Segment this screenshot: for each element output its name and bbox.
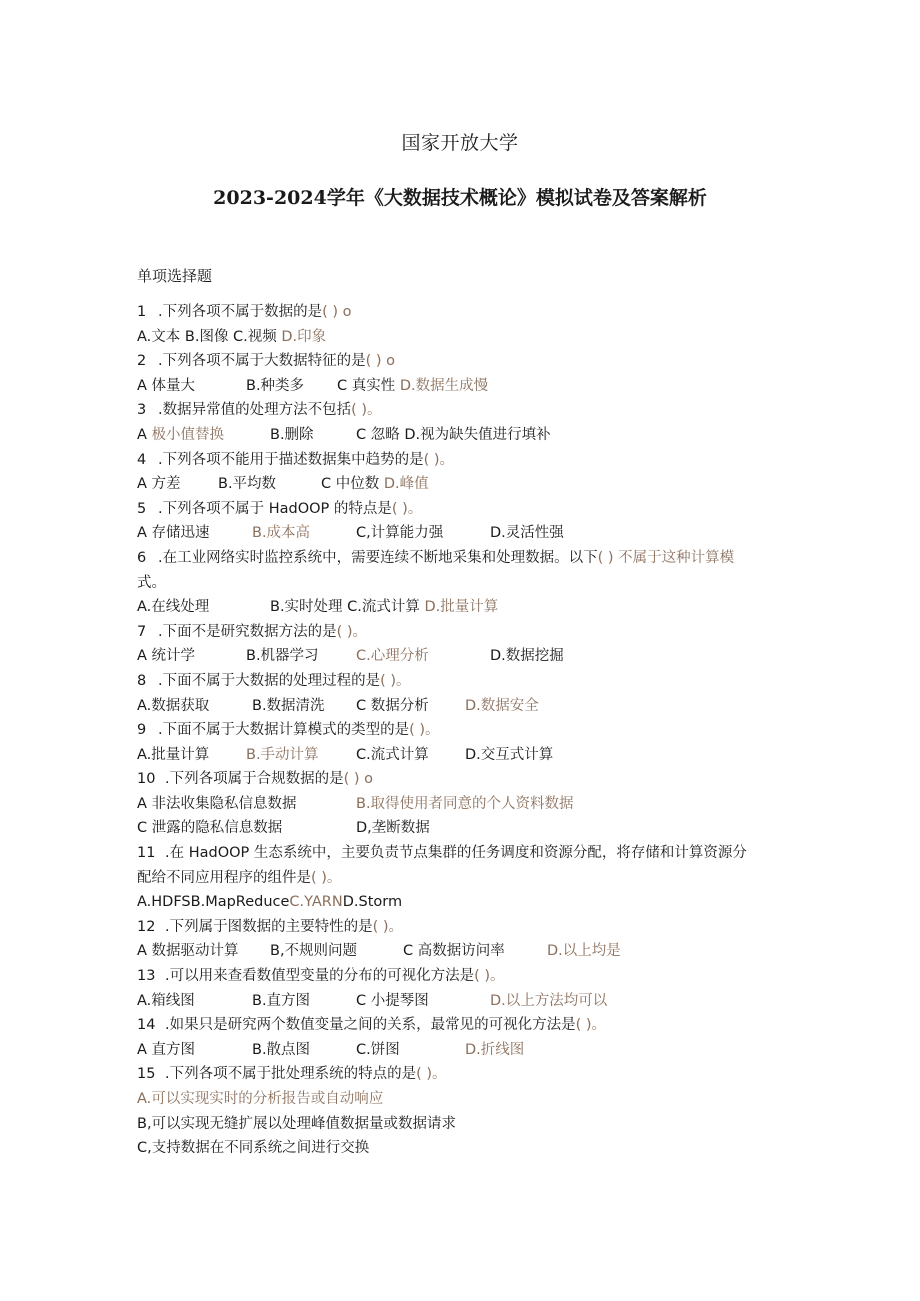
question-options — [137, 644, 787, 669]
option-answer: D.数据生成慢 — [399, 377, 489, 394]
option-d: D.以上方法均可以 — [490, 992, 608, 1009]
question-stem — [137, 300, 787, 325]
option-c: C 中位数 D.峰值 — [321, 476, 429, 493]
answer-blank: ( )。 — [351, 402, 382, 419]
question-stem — [137, 620, 787, 645]
option-d: D,垄断数据 — [356, 820, 430, 837]
option-c: C,支持数据在不同系统之间进行交换 — [137, 1140, 370, 1157]
option-d: D.以上均是 — [547, 943, 621, 960]
answer-blank: ( )。 — [575, 1017, 607, 1034]
option-b: B.散点图 — [252, 1041, 311, 1058]
question-stem-continued: 配给不同应用程序的组件是( )。 — [137, 869, 342, 886]
question-stem — [137, 841, 787, 866]
question-text: .下列各项属于合规数据的是 — [165, 771, 344, 788]
answer-blank: ( )。 — [380, 672, 411, 689]
option-a: A.在线处理 — [137, 599, 210, 616]
answer-blank: ( )。 — [372, 918, 404, 935]
option-answer: D.批量计算 — [424, 599, 499, 616]
question-options — [137, 595, 787, 620]
option-a: A 体量大 — [137, 377, 196, 394]
question-options — [137, 694, 787, 719]
question-text: .可以用来查看数值型变量的分布的可视化方法是 — [165, 968, 475, 985]
option-c: C.饼图 — [356, 1041, 400, 1058]
question-options — [137, 816, 787, 841]
question-number: 14 — [137, 1017, 156, 1034]
question-number: 3 — [137, 402, 147, 419]
option-d: D.交互式计算 — [465, 746, 554, 763]
answer-blank: ( )。 — [336, 623, 368, 640]
option-b: B.种类多 — [246, 377, 305, 394]
option-a: A 非法收集隐私信息数据 — [137, 795, 297, 812]
option-a: A.可以实现实时的分析报告或自动响应 — [137, 1091, 384, 1107]
question-text: .数据异常值的处理方法不包括 — [158, 402, 352, 419]
question-stem — [137, 767, 787, 792]
option-c: C 忽略 D.视为缺失值进行填补 — [356, 426, 551, 443]
university-name: 国家开放大学 — [401, 132, 519, 154]
question-number: 11 — [137, 845, 156, 862]
option-b: B.直方图 — [252, 992, 311, 1009]
question-options — [137, 325, 787, 350]
question-stem — [137, 398, 787, 423]
question-stem — [137, 448, 787, 473]
question-stem — [137, 1062, 787, 1087]
option-a: A 数据驱动计算 — [137, 943, 239, 960]
question-number: 7 — [137, 623, 147, 640]
question-options — [137, 1038, 787, 1063]
question-text: .如果只是研究两个数值变量之间的关系，最常见的可视化方法是 — [165, 1017, 576, 1034]
answer-blank: ( ) o — [343, 771, 374, 788]
question-stem-continued: 式。 — [137, 574, 166, 591]
option-text: A.文本 B.图像 C.视频 — [137, 328, 282, 345]
answer-blank: ( ) 不属于这种计算模 — [597, 549, 735, 566]
question-text: .下列各项不属于数据的是 — [158, 304, 323, 320]
question-text: .下列各项不属于大数据特征的是 — [158, 353, 366, 370]
question-text: .下面不是研究数据方法的是 — [158, 623, 337, 640]
question-number: 10 — [137, 771, 156, 788]
option-a: A.批量计算 — [137, 746, 210, 763]
option-b: B.手动计算 — [246, 746, 319, 763]
question-stem — [137, 718, 787, 743]
option-text: D.Storm — [342, 894, 403, 911]
answer-blank: ( )。 — [423, 451, 455, 468]
question-number: 1 — [137, 304, 147, 320]
section-title: 单项选择题 — [137, 267, 213, 285]
question-number: 13 — [137, 968, 156, 985]
answer-blank: ( )。 — [311, 869, 342, 886]
question-options — [137, 989, 787, 1014]
option-answer: 极小值替换 — [151, 426, 225, 443]
question-number: 12 — [137, 918, 156, 935]
option-a: A 统计学 — [137, 648, 196, 665]
option-a: A 极小值替换 — [137, 426, 225, 443]
option-answer: D.印象 — [281, 328, 327, 345]
answer-blank: ( ) o — [365, 353, 396, 370]
option-d: D.灵活性强 — [490, 525, 564, 542]
question-options — [137, 521, 787, 546]
answer-blank: ( )。 — [391, 500, 423, 517]
question-text: .在 HadOOP 生态系统中，主要负责节点集群的任务调度和资源分配，将存储和计算资源分 — [165, 845, 747, 862]
option-b: B.实时处理 C.流式计算 D.批量计算 — [270, 599, 499, 616]
question-number: 2 — [137, 353, 147, 370]
question-stem — [137, 546, 787, 571]
question-stem — [137, 915, 787, 940]
question-number: 15 — [137, 1066, 156, 1083]
option-c: C 数据分析 — [356, 697, 429, 714]
question-number: 5 — [137, 500, 147, 517]
option-c: C.流式计算 — [356, 746, 429, 763]
question-number: 6 — [137, 549, 147, 566]
question-text: .下面不属于大数据计算模式的类型的是 — [158, 722, 410, 739]
question-text: .下列各项不能用于描述数据集中趋势的是 — [158, 451, 424, 468]
option-b: B.平均数 — [218, 476, 277, 493]
question-options — [137, 792, 787, 817]
option-d: D.数据挖掘 — [490, 648, 564, 665]
question-text: .在工业网络实时监控系统中，需要连续不断地采集和处理数据。以下 — [158, 549, 598, 566]
option-b: B,不规则问题 — [270, 943, 358, 960]
question-options — [137, 743, 787, 768]
option-c: C,计算能力强 — [356, 525, 444, 542]
option-d: D.折线图 — [465, 1041, 525, 1058]
option-b: B.机器学习 — [246, 648, 319, 665]
question-options — [137, 374, 787, 399]
question-number: 8 — [137, 672, 147, 689]
option-c: C 泄露的隐私信息数据 — [137, 820, 283, 837]
question-options — [137, 939, 787, 964]
option-b: B.成本高 — [252, 525, 311, 542]
question-options — [137, 472, 787, 497]
option-b: B.取得使用者同意的个人资料数据 — [356, 795, 574, 812]
option-a: A 直方图 — [137, 1041, 196, 1058]
option-c: C 小提琴图 — [356, 992, 429, 1009]
answer-blank: ( ) o — [322, 304, 352, 320]
question-options — [137, 890, 787, 915]
question-number: 4 — [137, 451, 147, 468]
answer-blank: ( )。 — [409, 722, 440, 739]
option-d: D.数据安全 — [465, 697, 539, 714]
question-text: .下列各项不属于批处理系统的特点的是 — [165, 1066, 417, 1083]
option-a: A 存储迅速 — [137, 525, 210, 542]
question-list — [137, 300, 787, 1161]
answer-blank: ( )。 — [474, 968, 505, 985]
question-options — [137, 423, 787, 448]
option-a: A 方差 — [137, 476, 181, 493]
option-c: C 高数据访问率 — [403, 943, 505, 960]
option-c: C 真实性 D.数据生成慢 — [337, 377, 489, 394]
option-answer: D.峰值 — [383, 476, 429, 493]
answer-blank: ( )。 — [416, 1066, 447, 1083]
option-a: A.箱线图 — [137, 992, 195, 1009]
question-text: .下面不属于大数据的处理过程的是 — [158, 672, 381, 689]
question-stem — [137, 1013, 787, 1038]
question-stem — [137, 669, 787, 694]
question-number: 9 — [137, 722, 147, 739]
question-stem — [137, 964, 787, 989]
question-text: .下列各项不属于 HadOOP 的特点是 — [158, 500, 392, 517]
option-b: B.删除 — [270, 426, 314, 443]
question-stem — [137, 497, 787, 522]
paper-title: 2023-2024学年《大数据技术概论》模拟试卷及答案解析 — [213, 187, 707, 209]
option-b: B.数据清洗 — [252, 697, 325, 714]
option-b: B,可以实现无缝扩展以处理峰值数据量或数据请求 — [137, 1115, 457, 1132]
option-c: C.心理分析 — [356, 648, 429, 665]
option-text: A.HDFSB.MapReduce — [137, 894, 290, 911]
option-a: A.数据获取 — [137, 697, 210, 714]
question-text: .下列属于图数据的主要特性的是 — [165, 918, 373, 935]
option-answer: C.YARN — [289, 894, 343, 911]
question-stem — [137, 349, 787, 374]
